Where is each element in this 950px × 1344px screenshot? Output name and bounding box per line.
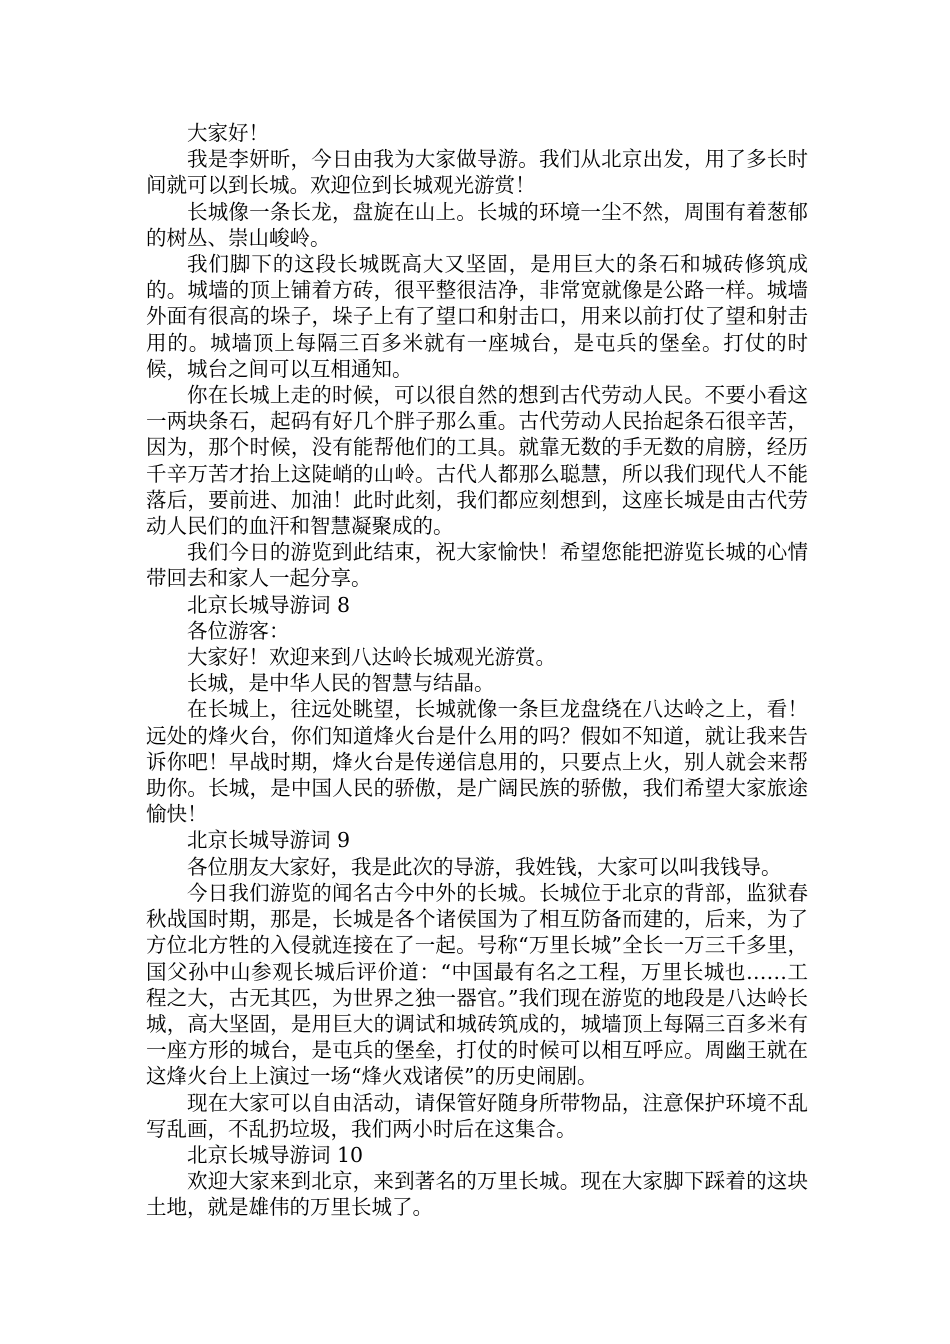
paragraph-wisdom: 长城，是中华人民的智慧与结晶。	[187, 671, 495, 696]
section-heading-9: 北京长城导游词 9	[187, 828, 351, 853]
paragraph-wall-structure: 我们脚下的这段长城既高大又坚固，是用巨大的条石和城砖修筑成的。城墙的顶上铺着方砖，很平整很洁净，非常宽就像是公路一样。城墙外面有很高的垛子，垛子上有了望口和射击口，用来以前打仗了望和射击用的。城墙顶上每隔三百多米就有一座城台，是屯兵的堡垒。打仗的时候，城台之间可以互相通知。	[146, 252, 808, 381]
paragraph-dragon: 长城像一条长龙，盘旋在山上。长城的环境一尘不然，周围有着葱郁的树丛、崇山峻岭。	[146, 199, 808, 250]
paragraph-beacon-tower: 在长城上，往远处眺望，长城就像一条巨龙盘绕在八达岭之上，看！远处的烽火台，你们知道烽火台是什么用的吗？假如不知道，就让我来告诉你吧！早战时期，烽火台是传递信息用的，只要点上火，别人就会来帮助你。长城，是中国人民的骄傲，是广阔民族的骄傲，我们希望大家旅途愉快！	[146, 697, 808, 827]
section-heading-10: 北京长城导游词 10	[187, 1142, 364, 1167]
paragraph-welcome-badaling: 大家好！欢迎来到八达岭长城观光游赏。	[187, 645, 556, 670]
paragraph-salutation: 各位游客：	[187, 618, 290, 643]
document-body	[146, 120, 808, 1221]
paragraph-history: 今日我们游览的闻名古今中外的长城。长城位于北京的背部，监狱春秋战国时期，那是，长城是各个诸侯国为了相互防备而建的，后来，为了方位北方牲的入侵就连接在了一起。号称“万里长城”全长一万三千多里，国父孙中山参观长城后评价道：“中国最有名之工程，万里长城也……工程之大，古无其匹，为世界之独一器官。”我们现在游览的地段是八达岭长城，高大坚固，是用巨大的调试和城砖筑成的，城墙顶上每隔三百多米有一座方形的城台，是屯兵的堡垒，打仗的时候可以相互呼应。周幽王就在这烽火台上上演过一场“烽火戏诸侯”的历史闹剧。	[146, 880, 808, 1089]
paragraph-closing: 我们今日的游览到此结束，祝大家愉快！希望您能把游览长城的心情带回去和家人一起分享。	[146, 540, 808, 591]
paragraph-ancient-laborers: 你在长城上走的时候，可以很自然的想到古代劳动人民。不要小看这一两块条石，起码有好几个胖子那么重。古代劳动人民抬起条石很辛苦，因为，那个时候，没有能帮他们的工具。就靠无数的手无数的肩膀，经历千辛万苦才抬上这陡峭的山岭。古代人都那么聪慧，所以我们现代人不能落后，要前进、加油！此时此刻，我们都应刻想到，这座长城是由古代劳动人民们的血汗和智慧凝聚成的。	[146, 383, 808, 539]
paragraph-welcome-beijing: 欢迎大家来到北京，来到著名的万里长城。现在大家脚下踩着的这块土地，就是雄伟的万里长城了。	[146, 1169, 808, 1220]
paragraph-free-activity: 现在大家可以自由活动，请保管好随身所带物品，注意保护环境不乱写乱画，不乱扔垃圾，我们两小时后在这集合。	[146, 1090, 808, 1141]
paragraph-intro: 我是李妍昕，今日由我为大家做导游。我们从北京出发，用了多长时间就可以到长城。欢迎位到长城观光游赏！	[146, 147, 808, 198]
section-heading-8: 北京长城导游词 8	[187, 592, 351, 617]
paragraph-greeting: 大家好！	[187, 121, 269, 145]
paragraph-guide-intro: 各位朋友大家好，我是此次的导游，我姓钱，大家可以叫我钱导。	[187, 854, 782, 879]
